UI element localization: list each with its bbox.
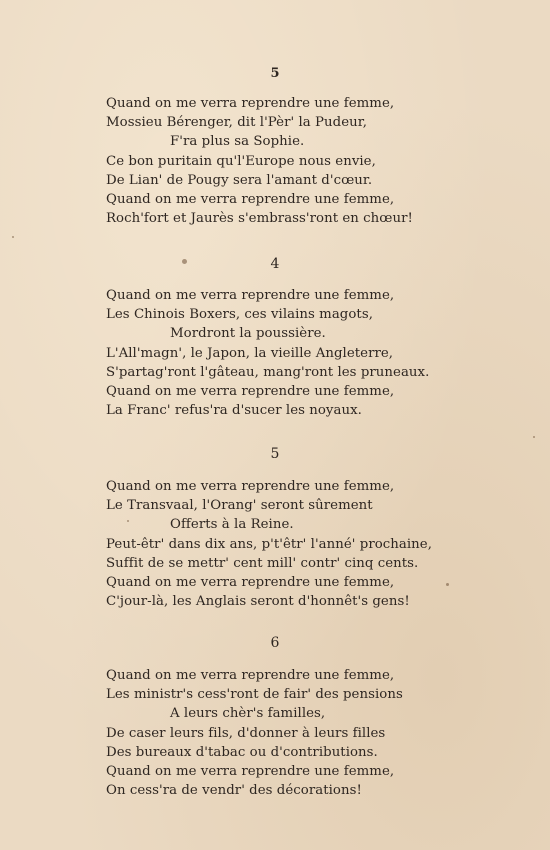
verse-line: C'jour-là, les Anglais seront d'honnêt's gens!	[106, 594, 410, 610]
verse-line: Ce bon puritain qu'l'Europe nous envie,	[106, 153, 376, 169]
verse-line: Les Chinois Boxers, ces vilains magots,	[106, 307, 373, 323]
verse-line: Quand on me verra reprendre une femme,	[106, 668, 395, 683]
verse-line: Quand on me verra reprendre une femme,	[106, 763, 395, 779]
verse-line: On cess'ra de vendr' des décorations!	[106, 783, 362, 799]
stanza-number: 4	[270, 256, 280, 272]
page-number: 5	[270, 66, 280, 81]
verse-line: Suffit de se mettr' cent mill' contr' cinq cents.	[106, 555, 419, 571]
verse-line: Les ministr's cess'ront de fair' des pensions	[106, 687, 403, 703]
verse-line: A leurs chèr's familles,	[170, 706, 326, 722]
verse-line: Quand on me verra reprendre une femme,	[106, 479, 395, 494]
stanza-number: 5	[270, 446, 280, 462]
verse-line: Quand on me verra reprendre une femme,	[106, 191, 395, 207]
verse-line: Mordront la poussière.	[170, 326, 326, 342]
verse-line: La Franc' refus'ra d'sucer les noyaux.	[106, 403, 362, 419]
paper-speck	[533, 436, 535, 438]
verse-line: De Lian' de Pougy sera l'amant d'cœur.	[106, 172, 373, 188]
verse-line: Quand on me verra reprendre une femme,	[106, 96, 395, 111]
verse-line: S'partag'ront l'gâteau, mang'ront les pruneaux.	[106, 364, 430, 380]
verse-line: Peut-êtr' dans dix ans, p't'êtr' l'anné' prochaine,	[106, 536, 432, 552]
verse-line: Quand on me verra reprendre une femme,	[106, 574, 395, 590]
stanza-5	[106, 477, 486, 611]
verse-line: Quand on me verra reprendre une femme,	[106, 288, 395, 303]
verse-line: Mossieu Bérenger, dit l'Pèr' la Pudeur,	[106, 115, 367, 131]
stanza-6	[106, 666, 486, 800]
verse-line: De caser leurs fils, d'donner à leurs filles	[106, 725, 386, 741]
verse-line: Quand on me verra reprendre une femme,	[106, 383, 395, 399]
stanza-number: 6	[270, 635, 280, 651]
verse-line: F'ra plus sa Sophie.	[170, 134, 305, 150]
paper-speck	[12, 236, 14, 238]
verse-line: Des bureaux d'tabac ou d'contributions.	[106, 744, 378, 760]
stanza-4	[106, 286, 486, 420]
stanza-1	[106, 94, 486, 228]
verse-line: Le Transvaal, l'Orang' seront sûrement	[106, 498, 373, 514]
verse-line: Roch'fort et Jaurès s'embrass'ront en chœur!	[106, 211, 413, 227]
verse-line: L'All'magn', le Japon, la vieille Angleterre,	[106, 345, 394, 361]
verse-line: Offerts à la Reine.	[170, 517, 294, 533]
